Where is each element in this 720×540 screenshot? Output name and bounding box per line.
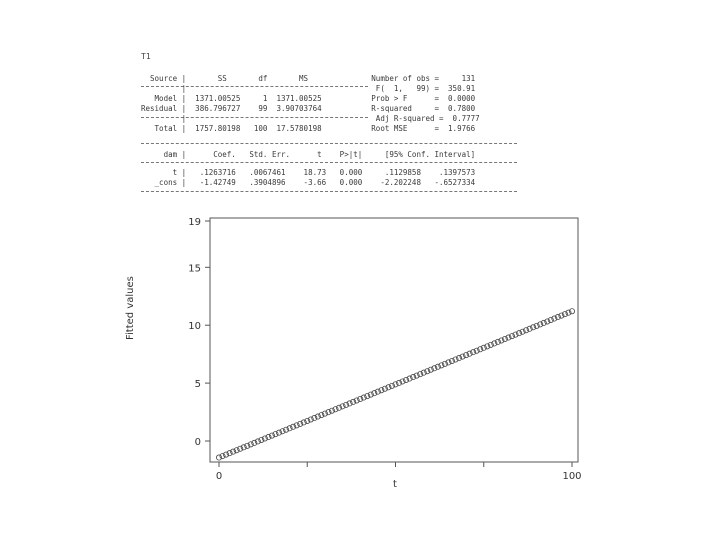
anova-line: Residual | 386.796727 99 3.90703764 R-squared = 0.7800 [141, 104, 476, 113]
anova-line: Total | 1757.80198 100 17.5780198 Root MSE = 1.9766 [141, 124, 476, 133]
y-tick-label: 10 [188, 321, 201, 333]
y-tick-label: 19 [188, 217, 201, 228]
plot-frame [210, 218, 578, 462]
coef-row: _cons | -1.42749 .3904896 -3.66 0.000 -2.202248 -.6527334 [141, 178, 476, 187]
anova-line: Source | SS df MS Number of obs = 131 [141, 74, 476, 83]
x-axis-label: t [393, 479, 397, 490]
anova-line: | F( 1, 99) = 350.91 [141, 84, 476, 93]
y-tick-label: 15 [188, 263, 201, 275]
document-label: T1 [141, 52, 151, 61]
anova-line: | Adj R-squared = 0.7777 [141, 114, 480, 123]
coef-header: dam | Coef. Std. Err. t P>|t| [95% Conf. Interval] [141, 150, 476, 159]
x-tick-label: 0 [215, 471, 223, 482]
y-axis-label: Fitted values [125, 276, 136, 340]
coef-row: t | .1263716 .0067461 18.73 0.000 .1129858 .1397573 [141, 168, 476, 177]
anova-line: Model | 1371.00525 1 1371.00525 Prob > F = 0.0000 [141, 94, 476, 103]
x-tick-label: 100 [562, 471, 582, 482]
y-tick-label: 5 [194, 379, 201, 391]
y-tick-label: 0 [194, 437, 201, 448]
